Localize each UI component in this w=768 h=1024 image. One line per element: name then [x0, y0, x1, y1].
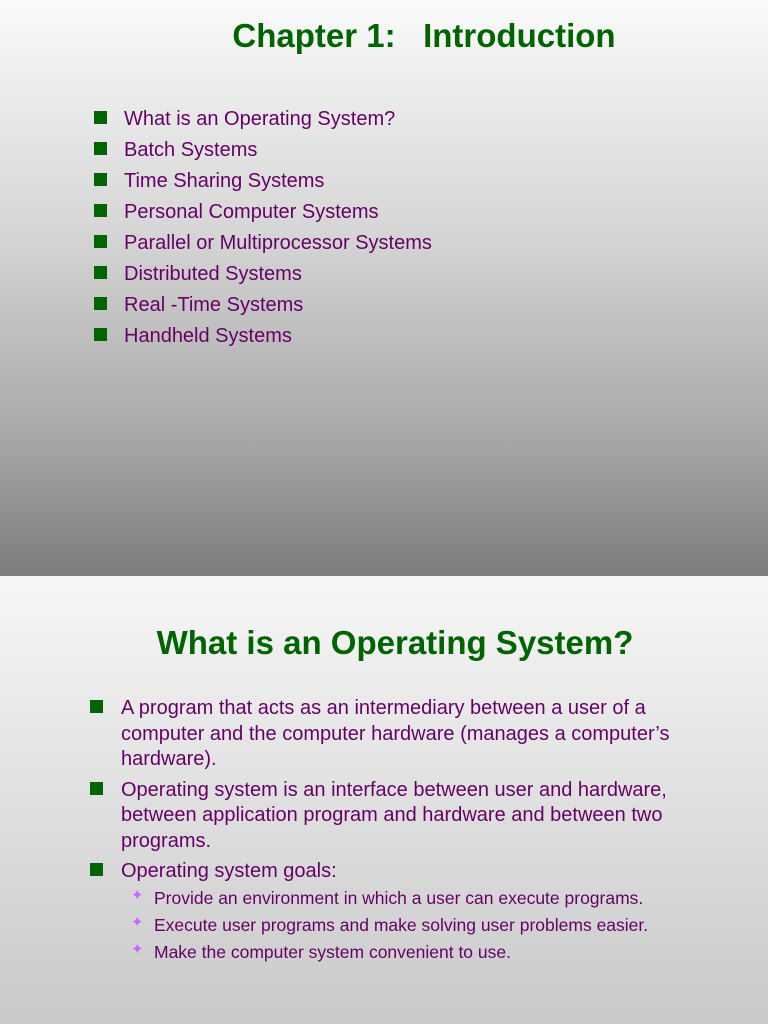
square-bullet-icon — [90, 863, 103, 876]
sub-list-item — [121, 914, 680, 937]
list-item — [94, 260, 432, 291]
slide-title: What is an Operating System? — [156, 624, 634, 661]
list-item-text: Parallel or Multiprocessor Systems — [124, 232, 432, 254]
list-item-text: Time Sharing Systems — [124, 170, 325, 192]
square-bullet-icon — [90, 782, 103, 795]
square-bullet-icon — [94, 204, 107, 217]
list-item-text: Operating system goals: — [121, 860, 337, 882]
list-item-text: What is an Operating System? — [124, 108, 396, 130]
slide-title: Chapter 1: Introduction — [232, 17, 616, 54]
square-bullet-icon — [94, 173, 107, 186]
sub-list-item-text: Make the computer system convenient to use. — [154, 941, 511, 962]
list-item — [90, 859, 680, 964]
list-item — [90, 778, 680, 855]
list-item-text: Real -Time Systems — [124, 294, 304, 316]
list-item — [94, 291, 432, 322]
list-item — [94, 136, 432, 167]
square-bullet-icon — [94, 266, 107, 279]
list-item — [94, 198, 432, 229]
square-bullet-icon — [90, 700, 103, 713]
star-bullet-icon: ✦ — [131, 940, 144, 958]
definition-list — [90, 696, 680, 969]
list-item — [94, 322, 432, 353]
square-bullet-icon — [94, 142, 107, 155]
star-bullet-icon: ✦ — [131, 886, 144, 904]
list-item — [94, 229, 432, 260]
square-bullet-icon — [94, 235, 107, 248]
sub-list-item-text: Provide an environment in which a user can execute programs. — [154, 887, 644, 908]
slide-what-is-os — [0, 576, 768, 1024]
list-item-text: Operating system is an interface between user and hardware, between application program and hardware and between two programs. — [121, 778, 667, 852]
topic-list — [94, 105, 432, 353]
square-bullet-icon — [94, 328, 107, 341]
list-item — [90, 696, 680, 773]
list-item-text: Handheld Systems — [124, 325, 292, 347]
sub-list-item-text: Execute user programs and make solving user problems easier. — [154, 914, 649, 935]
square-bullet-icon — [94, 111, 107, 124]
list-item-text: A program that acts as an intermediary between a user of a computer and the computer hardware (manages a computer’s hardware). — [121, 697, 670, 770]
sub-list-item — [121, 887, 680, 910]
list-item — [94, 105, 432, 136]
list-item-text: Personal Computer Systems — [124, 201, 379, 223]
square-bullet-icon — [94, 297, 107, 310]
sub-list-item — [121, 941, 680, 964]
goals-list — [121, 887, 680, 964]
star-bullet-icon: ✦ — [131, 913, 144, 931]
list-item-text: Batch Systems — [124, 139, 258, 161]
list-item — [94, 167, 432, 198]
list-item-text: Distributed Systems — [124, 263, 302, 285]
